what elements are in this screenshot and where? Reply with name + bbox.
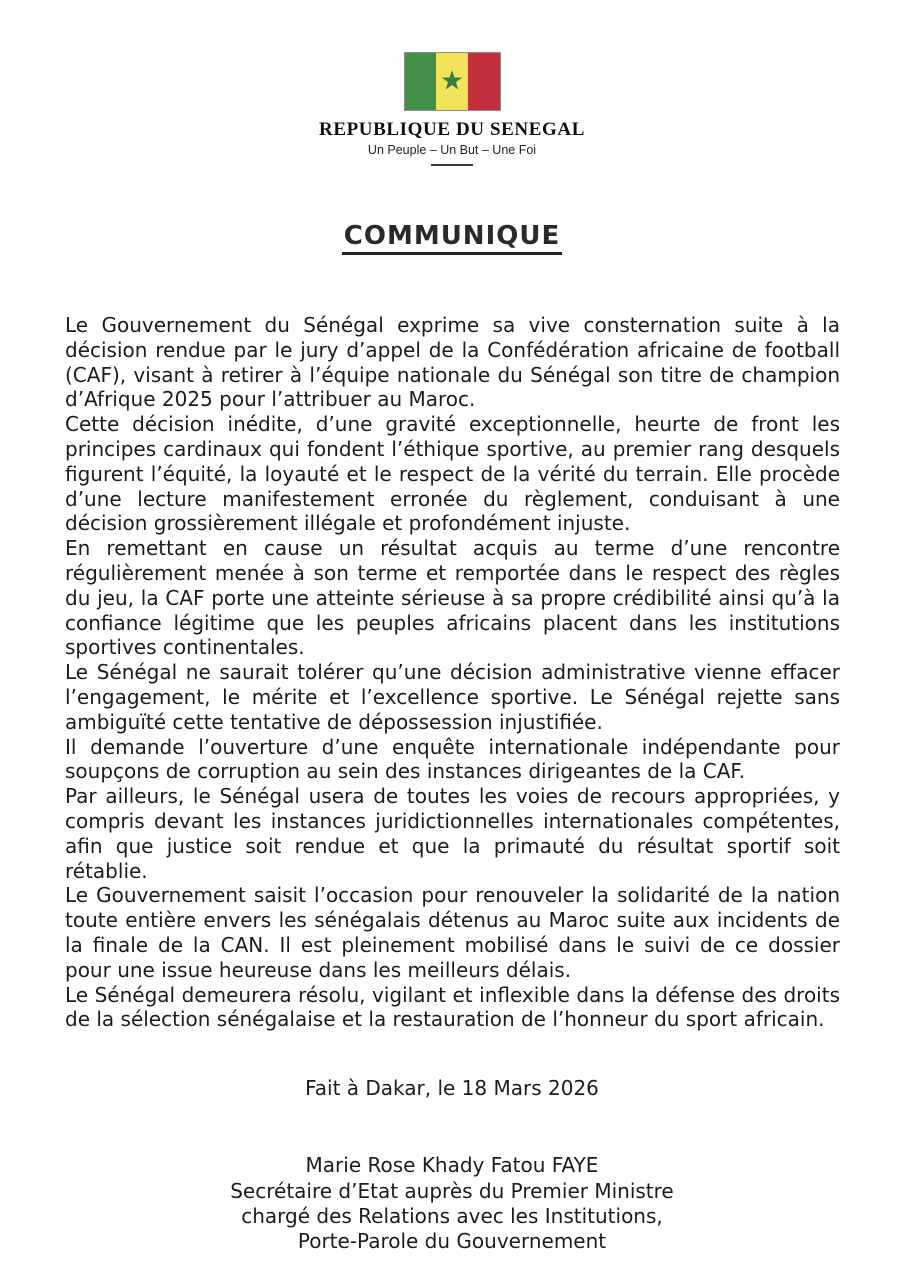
body-paragraph: Il demande l’ouverture d’une enquête internationale indépendante pour soupçons de corruption au sein des instances dirigeantes de la CAF. — [65, 734, 840, 784]
body-paragraph: Le Sénégal ne saurait tolérer qu’une décision administrative vienne effacer l’engagement, le mérite et l’excellence sportive. Le Sénégal rejette sans ambiguïté cette tentative de dépossession injustifiée. — [65, 660, 840, 734]
flag-star-icon: ★ — [439, 64, 465, 96]
letterhead — [0, 0, 904, 166]
letterhead-divider — [431, 164, 473, 166]
signature-block — [0, 1153, 904, 1255]
signatory-role-line2: chargé des Relations avec les Institutions, — [241, 1203, 663, 1228]
senegal-flag — [404, 52, 501, 111]
body-paragraph: Par ailleurs, le Sénégal usera de toutes les voies de recours appropriées, y compris devant les instances juridictionnelles internationales compétentes, afin que justice soit rendue et que la primauté du résultat sportif soit rétablie. — [65, 784, 840, 883]
document-title: COMMUNIQUE — [342, 221, 562, 255]
signatory-name: Marie Rose Khady Fatou FAYE — [305, 1153, 599, 1178]
flag-yellow-stripe — [436, 53, 468, 110]
signatory-role-line1: Secrétaire d’Etat auprès du Premier Ministre — [230, 1178, 674, 1203]
flag-red-stripe — [468, 53, 500, 110]
dateline: Fait à Dakar, le 18 Mars 2026 — [305, 1076, 599, 1101]
title-wrap — [0, 221, 904, 255]
body-paragraph: Le Sénégal demeurera résolu, vigilant et inflexible dans la défense des droits de la sélection sénégalaise et la restauration de l’honneur du sport africain. — [65, 982, 840, 1032]
body-paragraph: En remettant en cause un résultat acquis au terme d’une rencontre régulièrement menée à son terme et remportée dans le respect des règles du jeu, la CAF porte une atteinte sérieuse à sa propre crédibilité ainsi qu’à la confiance légitime que les peuples africains placent dans les institutions sportives continentales. — [65, 536, 840, 660]
body-paragraph: Le Gouvernement saisit l’occasion pour renouveler la solidarité de la nation toute entière envers les sénégalais détenus au Maroc suite aux incidents de la finale de la CAN. Il est pleinement mobilisé dans le suivi de ce dossier pour une issue heureuse dans les meilleurs délais. — [65, 883, 840, 982]
country-name: REPUBLIQUE DU SENEGAL — [319, 119, 585, 140]
national-motto: Un Peuple – Un But – Une Foi — [367, 143, 537, 157]
body-paragraph: Le Gouvernement du Sénégal exprime sa vive consternation suite à la décision rendue par le jury d’appel de la Confédération africaine de football (CAF), visant à retirer à l’équipe nationale du Sénégal son titre de champion d’Afrique 2025 pour l’attribuer au Maroc. — [65, 313, 840, 412]
flag-green-stripe — [405, 53, 437, 110]
signatory-role-line3: Porte-Parole du Gouvernement — [297, 1229, 607, 1254]
communique-body — [65, 313, 840, 1032]
body-paragraph: Cette décision inédite, d’une gravité exceptionnelle, heurte de front les principes cardinaux qui fondent l’éthique sportive, au premier rang desquels figurent l’équité, la loyauté et le respect de la vérité du terrain. Elle procède d’une lecture manifestement erronée du règlement, conduisant à une décision grossièrement illégale et profondément injuste. — [65, 412, 840, 536]
